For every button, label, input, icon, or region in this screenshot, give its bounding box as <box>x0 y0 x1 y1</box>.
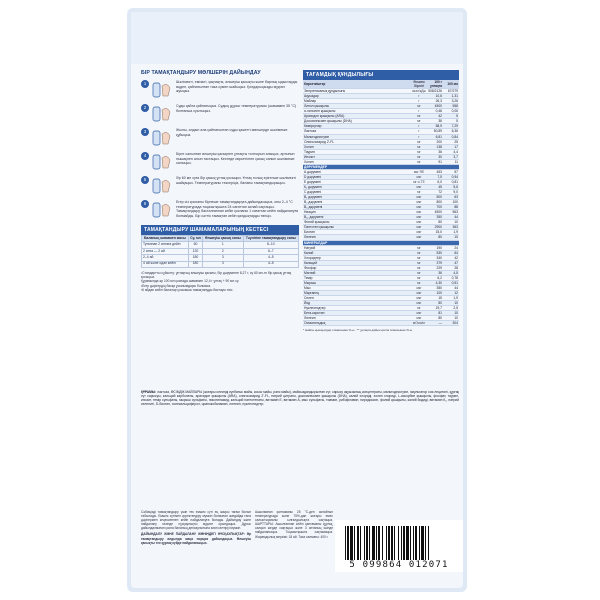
step-text: Суды қайта қайнатыңыз. Судың дұрыс температурасы (шамамен 35 °С) болғанша суытыңыз. <box>176 104 297 113</box>
feed-cell: 8–10 <box>243 242 298 248</box>
feed-title: ТАМАҚТАНДЫРУ ШАМАМАЛАРЫНЫҢ КЕСТЕСІ <box>141 225 299 235</box>
nutrition-cell: 1,9 <box>443 230 459 235</box>
nutrition-cell: 6,36 <box>443 129 459 134</box>
feed-cell: Туғаннан 2 аптаға дейін <box>142 242 189 248</box>
nutrition-cell: 67/279 <box>443 89 459 94</box>
step-number: 6 <box>141 200 149 208</box>
nutrition-cell: мкг RE <box>411 169 427 174</box>
feed-cell: 3 <box>203 261 244 267</box>
ingredients-text: лактоза, ӨСІМДІК МАЙЛАРЫ (жоғары олеинді күнбағыс майы, кокос майы, рапс майы), майсыздандырылған сүт, сарысу ақуызының концентраты, мальтодекстрин, эмульгатор соя лецитині, құрғақ сүт сарысуы, кальций карбонаты, арахидон қышқылы (ARA), олигосахарид 2'-FL, натрий цитраты, докозагексаен қышқылы (DHA), калий хлориді, холин хлориді, L-аскорбин қышқылы, фосфат, таурин, инозит, темір сульфаты, мырыш сульфаты, никотинамид, кальций пантотенаты, витамин Е, витамин А, мыс сульфаты, тиамин, рибофлавин, пиридоксин, фолий қышқылы, калий йодиді, витамин К₁, натрий селениті, D-биотин, холекальциферол, цианокобаламин, лютеин, нуклеотидтер. <box>141 390 459 407</box>
nutrition-cell: Холин <box>303 144 411 149</box>
nutrition-cell: Кальций <box>303 260 411 265</box>
nutrition-cell: мкг <box>411 290 427 295</box>
nutrition-cell: 190 <box>427 245 443 250</box>
nutrition-section-title: МИНЕРАЛДАР <box>303 240 459 245</box>
right-column <box>303 70 459 333</box>
nutrition-col-header: Көрсеткіштер <box>303 80 411 89</box>
nutrition-cell: мг <box>411 250 427 255</box>
nutrition-cell: 80 <box>427 301 443 306</box>
nutrition-cell: Докозагексаен қышқылы (DHA) <box>303 119 411 124</box>
nutrition-cell: мОсм/кг <box>412 321 426 326</box>
nutrition-cell: 1,31 <box>443 94 459 99</box>
nutrition-cell: 340 <box>427 255 443 260</box>
feed-cell: 2 <box>203 248 244 254</box>
nutrition-cell: 5 <box>443 114 459 119</box>
nutrition-cell: — <box>427 321 443 326</box>
nutrition-cell: мг <box>411 154 427 159</box>
barcode-bar <box>345 526 346 560</box>
nutrition-cell: мг <box>411 119 427 124</box>
nutrition-cell: 0,51 <box>443 280 459 285</box>
nutrition-cell: 10 <box>443 316 459 321</box>
barcode-bar <box>415 526 417 560</box>
barcode-number: 5 099864 012071 <box>349 560 449 570</box>
nutrition-cell: D дәрумені <box>303 174 411 179</box>
ingredients-block <box>141 390 459 406</box>
barcode-bar <box>410 526 411 560</box>
nutrition-cell: 5 <box>443 119 459 124</box>
nutrition-cell: мг α-TE <box>411 179 427 184</box>
prep-step <box>141 128 299 148</box>
nutrition-cell: мг <box>411 114 427 119</box>
feed-col-header: Су, мл <box>188 236 202 242</box>
feed-cell: 180 <box>188 261 202 267</box>
lower-col-1 <box>141 510 251 545</box>
nutrition-cell: Марганец <box>303 290 411 295</box>
nutrition-cell: 58,9 <box>427 124 443 129</box>
barcode-bar <box>413 526 414 560</box>
nutrition-cell: 304 <box>443 321 459 326</box>
nutrition-cell: 72 <box>427 190 443 195</box>
nutrition-cell: Майлар <box>303 99 411 104</box>
nutrition-table <box>303 80 459 326</box>
nutrition-cell: мкг <box>411 230 427 235</box>
nutrition-cell: 2,5 <box>443 306 459 311</box>
nutrition-cell: 47 <box>443 260 459 265</box>
feed-cell: 2 апта — 2 ай <box>142 248 189 254</box>
nutrition-cell: 453 <box>427 169 443 174</box>
lower-col-2 <box>255 510 333 539</box>
nutrition-cell: 0,78 <box>443 275 459 280</box>
nutrition-cell: Холин <box>303 159 411 164</box>
nutrition-cell: Мальтодекстрин <box>303 134 411 139</box>
nutrition-cell: 44 <box>443 285 459 290</box>
barcode-bar <box>386 526 387 560</box>
nutrition-cell: 229 <box>427 265 443 270</box>
nutrition-cell: Осмоляльдық <box>303 321 411 326</box>
nutrition-cell: 36 <box>427 149 443 154</box>
prep-step <box>141 104 299 124</box>
feed-cell: 2–4 ай <box>142 255 189 261</box>
nutrition-cell: 5,6 <box>443 184 459 189</box>
nutrition-footnote: * майлы қышқылдар сомасынан %-ы · ** ұнтақта дайын қоспа сомасынан %-ы <box>303 328 413 333</box>
step-text: Егер сіз қоспаны бірнеше тамақтандыруға дайындасаңыз, оны 2–4 °С температурада тоңазытқышта 24 сағаттан аспай сақтаңыз. Тамақтандыру басталғаннан кейін қоспаны 1 сағаттан кейін пайдалануға болмайды. Бір сәттік тамақтан кейін қалдықтарды төгіңіз. <box>176 200 298 218</box>
step-number: 5 <box>141 176 149 184</box>
nutrition-cell: Бета-каротин <box>303 311 411 316</box>
nutrition-cell: 50,89 <box>427 129 443 134</box>
feed-cell: 60 <box>188 242 202 248</box>
nutrition-cell: мг <box>411 265 427 270</box>
nutrition-cell: Е дәрумені <box>303 179 411 184</box>
nutrition-cell: 15 <box>427 296 443 301</box>
lower-col-1-bold: ДАЙЫНДАЛУ ЖӘНЕ ПАЙДАЛАНУ ЖӨНІНДЕГІ НҰСҚАУЛЫҚТАР: Әр тамақтандыру алдында жаңа порция дайындаңыз. Өлшеуіш қасықты тек құрғақ күйде пайдаланыңыз. <box>141 532 251 545</box>
nutrition-cell: 2900 <box>427 225 443 230</box>
nutrition-cell: 15,0 <box>427 230 443 235</box>
nutrition-cell: 0,48 <box>427 109 443 114</box>
nutrition-cell: Мырыш <box>303 280 411 285</box>
nutrition-cell: 42 <box>427 114 443 119</box>
left-column <box>141 70 299 292</box>
feed-col-header: Баланың шамамен жасы <box>142 236 189 242</box>
barcode-bar <box>401 526 402 560</box>
nutrition-cell: мкг <box>411 205 427 210</box>
fridge-icon <box>151 200 173 220</box>
nutrition-header-row <box>303 80 459 89</box>
nutrition-cell: 379 <box>427 260 443 265</box>
barcode-bar <box>406 526 409 560</box>
nutrition-cell: мкг <box>411 184 427 189</box>
nutrition-row <box>303 321 459 326</box>
feed-cell: 180 <box>188 255 202 261</box>
ingredients-label: ҚҰРАМЫ: <box>141 390 157 394</box>
nutrition-cell: 38 <box>427 119 443 124</box>
barcode-bar <box>425 526 426 560</box>
nutrition-cell: мкг <box>411 225 427 230</box>
prep-step <box>141 80 299 100</box>
nutrition-cell: Ниацин <box>303 210 411 215</box>
nutrition-cell: 100 <box>443 200 459 205</box>
nutrition-cell: 42 <box>443 255 459 260</box>
step-text: Әр 60 мл суға бір қасық ұнтақ қосыңыз. Ұнтақ толық ерігенше шәлімекті шайқаңыз. Температураны тексеріңіз, баланы тамақтандырыңыз. <box>176 176 296 185</box>
nutrition-cell: 63 <box>443 195 459 200</box>
feed-row <box>142 261 299 267</box>
nutrition-cell: 508/2126 <box>428 89 442 94</box>
nutrition-cell: 24 <box>443 245 459 250</box>
nutrition-cell: 91 <box>427 159 443 164</box>
nutrition-cell: 558 <box>443 104 459 109</box>
nutrition-cell: мкг <box>411 195 427 200</box>
feed-col-header: Тәулігіне тамақтандыру саны <box>243 236 298 242</box>
barcode-bar <box>366 526 368 560</box>
nutrition-cell: 81 <box>427 311 443 316</box>
nutrition-cell: Энергетикалық құндылығы <box>303 89 411 94</box>
feed-cell: 4 ай және одан кейін <box>142 261 189 267</box>
nutrition-cell: мг <box>411 104 427 109</box>
nutrition-cell: 530 <box>427 250 443 255</box>
nutrition-cell: мкг <box>411 296 427 301</box>
nutrition-cell: г <box>411 99 427 104</box>
nutrition-cell: 9,0 <box>443 190 459 195</box>
top-band <box>131 12 463 64</box>
prep-step <box>141 200 299 220</box>
nutrition-cell: Калий <box>303 250 411 255</box>
nutrition-cell: 7,29 <box>443 124 459 129</box>
barcode-bar <box>388 526 390 560</box>
step-number: 4 <box>141 152 149 160</box>
nutrition-cell: г <box>411 124 427 129</box>
nutrition-cell: мг <box>411 275 427 280</box>
barcode-bars <box>345 526 453 560</box>
nutrition-cell: Темір <box>303 275 411 280</box>
nutrition-cell: B₁₂ дәрумені <box>303 215 411 220</box>
barcode-bar <box>369 526 370 560</box>
nutrition-cell: 10 <box>443 301 459 306</box>
barcode-bar <box>394 526 395 560</box>
nutrition-cell: Хлоридтер <box>303 255 411 260</box>
nutrition-cell: Биотин <box>303 230 411 235</box>
barcode-bar <box>364 526 365 560</box>
nutrition-cell: А дәрумені <box>303 169 411 174</box>
nutrition-cell: мкг <box>411 210 427 215</box>
nutrition-cell: мг <box>411 260 427 265</box>
nutrition-cell: 0,81 <box>443 179 459 184</box>
feed-cell: 120 <box>188 248 202 254</box>
nutrition-cell: мг <box>411 306 427 311</box>
feed-notes <box>141 271 299 292</box>
nutrition-cell: Көмірсулар <box>303 124 411 129</box>
package-panel <box>131 12 463 588</box>
nutrition-cell: мкг <box>411 174 427 179</box>
barcode-bar <box>428 526 429 560</box>
feed-note: ¹Стандартты сұйылту: ұнтақтың өлшеуіш қасығы, бір дәруменге 8,27 г, су 60 мл-ге бір қасық ұнтақ қосыңыз. <box>141 270 292 280</box>
nutrition-cell: мкг <box>411 301 427 306</box>
nutrition-cell: 19,7 <box>427 306 443 311</box>
nutrition-cell: 26,3 <box>427 99 443 104</box>
barcode <box>335 520 463 572</box>
scoop-icon <box>151 152 173 172</box>
nutrition-cell: α-линолен қышқылы <box>303 109 411 114</box>
step-text: Жылы, алдын ала қайнатылған суды қажетті мөлшерде шәлімекке құйыңыз. <box>176 128 288 137</box>
nutrition-cell: Таурин <box>303 149 411 154</box>
step-number: 1 <box>141 80 149 88</box>
nutrition-cell: Селен <box>303 296 411 301</box>
nutrition-cell: К₁ дәрумені <box>303 184 411 189</box>
nutrition-cell: Нуклеотидтер <box>303 306 411 311</box>
feed-cell: 3 <box>203 255 244 261</box>
prep-steps <box>141 80 299 220</box>
nutrition-cell: 350 <box>427 215 443 220</box>
nutrition-cell: 64 <box>443 250 459 255</box>
nutrition-cell: 17 <box>443 144 459 149</box>
nutrition-cell: 80 <box>427 235 443 240</box>
feed-cell: 4–5 <box>243 255 298 261</box>
pour-water-icon <box>151 128 173 148</box>
nutrition-cell: 6,0 <box>427 179 443 184</box>
nutrition-cell: мг <box>411 270 427 275</box>
nutrition-cell: мкг <box>411 235 427 240</box>
barcode-bar <box>350 526 353 560</box>
nutrition-cell: 0,06 <box>443 109 459 114</box>
barcode-bar <box>357 526 359 560</box>
nutrition-col-header: 100 г ұнтақта <box>427 80 443 89</box>
feed-note: ²Егер дәрігердің басқа ұсынымдары болмаса. <box>141 283 212 288</box>
nutrition-cell: мг <box>411 245 427 250</box>
nutrition-cell: Йод <box>303 301 411 306</box>
prep-step <box>141 176 299 196</box>
nutrition-cell: мг <box>411 149 427 154</box>
nutrition-cell: 500 <box>427 195 443 200</box>
nutrition-cell: Арахидон қышқылы (ARA) <box>303 114 411 119</box>
step-text: Шәлімекті, емізікті, қақпақты, өлшеуіш қасықты және барлық ыдыстарды өңдеп, қайнатылған таза сумен шайыңыз. Қолдарыңызды мұқият жуыңыз. <box>176 80 298 94</box>
prep-step <box>141 152 299 172</box>
barcode-bar <box>378 526 380 560</box>
nutrition-cell: мкг <box>411 311 427 316</box>
nutrition-cell: Магний <box>303 270 411 275</box>
nutrition-cell: 80 <box>427 220 443 225</box>
nutrition-cell: Мыс <box>303 285 411 290</box>
nutrition-cell: 10 <box>443 311 459 316</box>
nutrition-cell: мкг <box>411 285 427 290</box>
nutrition-cell: мг <box>411 280 427 285</box>
feed-cell: 6–7 <box>243 248 298 254</box>
nutrition-cell: 10 <box>443 235 459 240</box>
barcode-bar <box>398 526 399 560</box>
nutrition-cell: 80 <box>427 316 443 321</box>
nutrition-cell: 1,9 <box>443 296 459 301</box>
nutrition-cell: 3,7 <box>443 154 459 159</box>
package-back <box>127 8 467 592</box>
nutrition-cell: 6,2 <box>427 275 443 280</box>
nutrition-cell: мкг <box>411 220 427 225</box>
nutrition-cell: мг <box>411 144 427 149</box>
nutrition-cell: 7,5 <box>427 174 443 179</box>
barcode-bar <box>382 526 383 560</box>
nutrition-cell: 44 <box>443 215 459 220</box>
nutrition-cell: г <box>411 134 427 139</box>
nutrition-cell: Лактоза <box>303 129 411 134</box>
feed-note: Құрамында әр 100 мл қоспада шамамен 12,4 г ұнтақ + 90 мл су. <box>141 279 240 284</box>
nutrition-cell: г <box>411 129 427 134</box>
nutrition-cell: 11 <box>443 159 459 164</box>
nutrition-cell: 30 <box>427 154 443 159</box>
nutrition-cell: 363 <box>443 225 459 230</box>
nutrition-cell: 0,84 <box>443 134 459 139</box>
nutrition-cell: С дәрумені <box>303 190 411 195</box>
nutrition-cell: мкг <box>411 316 427 321</box>
nutrition-cell: Лютеин <box>303 235 411 240</box>
step-number: 2 <box>141 104 149 112</box>
feed-section <box>141 225 299 292</box>
nutrition-cell: B₁ дәрумені <box>303 195 411 200</box>
nutrition-cell: мкг <box>411 200 427 205</box>
nutrition-cell: 25 <box>443 139 459 144</box>
barcode-bar <box>372 526 375 560</box>
barcode-bar <box>403 526 405 560</box>
nutrition-cell: 4500 <box>427 210 443 215</box>
prep-title: БІР ТАМАҚТАНДЫРУ МӨЛШЕРІН ДАЙЫНДАУ <box>141 70 261 76</box>
nutrition-cell: 200 <box>427 139 443 144</box>
nutrition-cell: ккал/кДж <box>412 89 426 94</box>
nutrition-cell: 4,4 <box>443 149 459 154</box>
barcode-bar <box>360 526 361 560</box>
nutrition-title: ТАҒАМДЫҚ ҚҰНДЫЛЫҒЫ <box>303 70 459 80</box>
barcode-bar <box>421 526 424 560</box>
step-number: 3 <box>141 128 149 136</box>
nutrition-cell: 36 <box>427 270 443 275</box>
feed-col-header: Өлшеуіш қасық саны <box>203 236 244 242</box>
shake-bottle-icon <box>151 176 173 196</box>
nutrition-cell: B₂ дәрумені <box>303 200 411 205</box>
nutrition-cell: г <box>411 109 427 114</box>
nutrition-col-header: 100 мл <box>443 80 459 89</box>
nutrition-cell: 700 <box>427 205 443 210</box>
nutrition-cell: мкг <box>411 215 427 220</box>
nutrition-cell: Фосфор <box>303 265 411 270</box>
nutrition-cell: 12 <box>443 290 459 295</box>
nutrition-cell: 28 <box>443 265 459 270</box>
nutrition-cell: 10,6 <box>427 94 443 99</box>
nutrition-cell: 138 <box>427 144 443 149</box>
nutrition-cell: 800 <box>427 200 443 205</box>
step-text: Бірге салынған өлшеуіш қасықпен ұнтақты толтырып алыңыз, артығын пышақпен алып тастаңыз. Кестеде көрсетілген қасық санын шәлімекке салыңыз. <box>176 152 295 166</box>
nutrition-cell: 88 <box>443 205 459 210</box>
nutrition-cell: 563 <box>443 210 459 215</box>
lower-col-2-text: Ашылмаған қаптаманы 25 °С-ден аспайтын температурада және 75%-дан жоғары емес салыстырмалы ылғалдылықта сақтаңыз. ШАРТТАРЫ: Ашылғаннан кейін қаптаманы құрғақ, салқын жерде сақтаңыз және 3 аптаның ішінде пайдаланыңыз. Тоңазытқышта сақтамаңыз. Жарамдылық мерзімі: 18 ай. Таза салмағы: 400 г. <box>255 510 333 539</box>
nutrition-cell: Инозит <box>303 154 411 159</box>
kettle-icon <box>151 104 173 124</box>
barcode-bar <box>419 526 420 560</box>
nutrition-cell: Олигосахарид 2'-FL <box>303 139 411 144</box>
nutrition-cell: 4500 <box>427 104 443 109</box>
nutrition-cell: 4,30 <box>427 280 443 285</box>
nutrition-cell: мг <box>411 255 427 260</box>
nutrition-cell: Линол қышқылы <box>303 104 411 109</box>
lower-col-1-text: Сәбиіңізді тамақтандыру үшін тек емшек сүті ең жақсы тағам болып табылады. Емшек сүтімен қоректендіру мүмкін болмаған жағдайда ғана дәрігермен кеңескеннен кейін пайдалануға болады. Дайындау және пайдалану кезінде нұсқаулықты мұқият орындаңыз. Дұрыс дайындалмаған қоспа баланың денсаулығына зиян келтіруі мүмкін. <box>141 510 251 531</box>
barcode-bar <box>347 526 349 560</box>
feed-cell: 1 <box>203 242 244 248</box>
feed-note: ³6 айдан кейін балалар қосымша тамақтануды бастауы тиіс. <box>141 287 234 292</box>
feed-table <box>141 235 299 268</box>
nutrition-cell: 57 <box>443 169 459 174</box>
nutrition-cell: 6,81 <box>427 134 443 139</box>
nutrition-cell: 350 <box>427 285 443 290</box>
nutrition-cell: Фолий қышқылы <box>303 220 411 225</box>
nutrition-cell: 10 <box>443 220 459 225</box>
nutrition-cell: 4,5 <box>443 270 459 275</box>
nutrition-cell: Натрий <box>303 245 411 250</box>
nutrition-cell: мг <box>411 159 427 164</box>
nutrition-cell: 100 <box>427 290 443 295</box>
bottle-wash-icon <box>151 80 173 100</box>
nutrition-cell: Пантотен қышқылы <box>303 225 411 230</box>
nutrition-cell: г <box>411 94 427 99</box>
nutrition-col-header: Өлшем бірлігі <box>411 80 427 89</box>
nutrition-cell: мг <box>411 190 427 195</box>
nutrition-cell: 0,94 <box>443 174 459 179</box>
nutrition-cell: B₆ дәрумені <box>303 205 411 210</box>
nutrition-cell: Лютеин <box>303 316 411 321</box>
barcode-bar <box>376 526 377 560</box>
nutrition-section-title: ДӘРУМЕНДЕР <box>303 164 459 169</box>
nutrition-cell: мг <box>411 139 427 144</box>
feed-cell: 4–5 <box>243 261 298 267</box>
nutrition-cell: Ақуыздар <box>303 94 411 99</box>
barcode-bar <box>354 526 355 560</box>
nutrition-cell: 3,26 <box>443 99 459 104</box>
nutrition-cell: 45 <box>427 184 443 189</box>
barcode-bar <box>391 526 393 560</box>
